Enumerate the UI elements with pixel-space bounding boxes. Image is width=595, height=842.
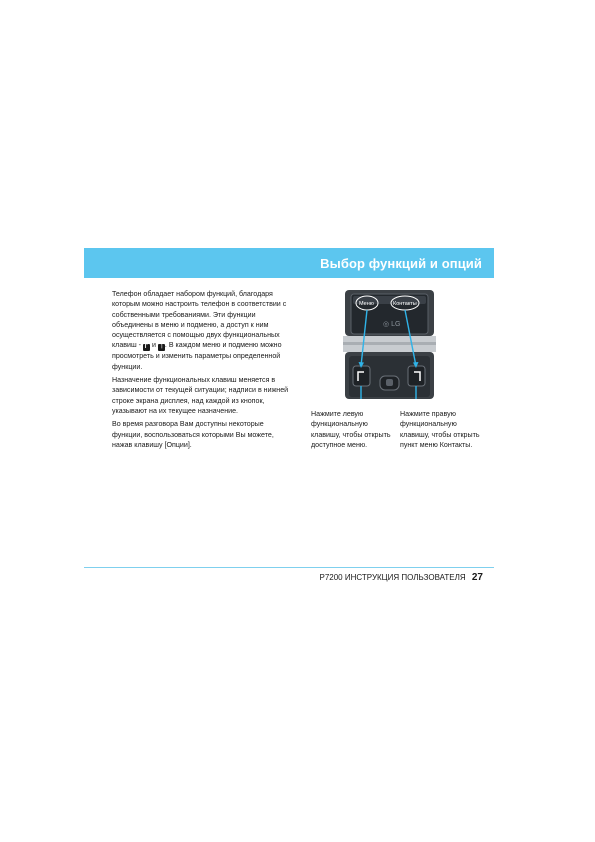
callout-left-softkey: Нажмите левую функциональную клавишу, чтобы открыть доступное меню. <box>311 410 391 449</box>
section-header-bar <box>84 248 494 278</box>
right-softkey-icon: ˥ <box>158 344 165 351</box>
right-softkey <box>408 366 425 386</box>
left-softkey-icon: Г <box>144 344 149 351</box>
callout-right-softkey: Нажмите правую функциональную клавишу, чтобы открыть пункт меню Контакты. <box>400 410 480 449</box>
paragraph-intro-and: и <box>150 341 158 350</box>
paragraph-intro-start: Телефон обладает набором функций, благодаря которым можно настроить телефон в соответствии с собственными требованиями. Эти функции объединены в меню и подменю, а доступ к ним осуществляется с помощью двух функциональных клавиш - <box>112 290 287 350</box>
footer-label: P7200 ИНСТРУКЦИЯ ПОЛЬЗОВАТЕЛЯ <box>319 573 466 582</box>
footer-divider <box>84 567 494 568</box>
body-text <box>112 289 290 453</box>
left-softkey <box>353 366 370 386</box>
screen-left-label: Меню <box>359 301 374 307</box>
screen-right-label: Контакты <box>393 301 417 307</box>
screen-brand-logo: ◎ LG <box>383 321 401 328</box>
page-number: 27 <box>471 572 483 583</box>
phone-photo <box>343 290 436 399</box>
paragraph-intro-end: . В каждом меню и подменю можно просмотреть и изменить параметры определенной функции. <box>112 341 282 371</box>
paragraph-softkeys: Назначение функциональных клавиш меняется в зависимости от текущей ситуации; надписи в нижней строке экрана дисплея, над каждой из кнопок, указывают на их текущее назначение. <box>112 376 289 415</box>
paragraph-call-options: Во время разговора Вам доступны некоторые функции, воспользоваться которыми Вы можете, нажав клавишу [Опции]. <box>112 420 274 449</box>
section-title: Выбор функций и опций <box>320 256 482 271</box>
page-footer <box>320 572 484 583</box>
paragraph-intro <box>112 289 290 372</box>
